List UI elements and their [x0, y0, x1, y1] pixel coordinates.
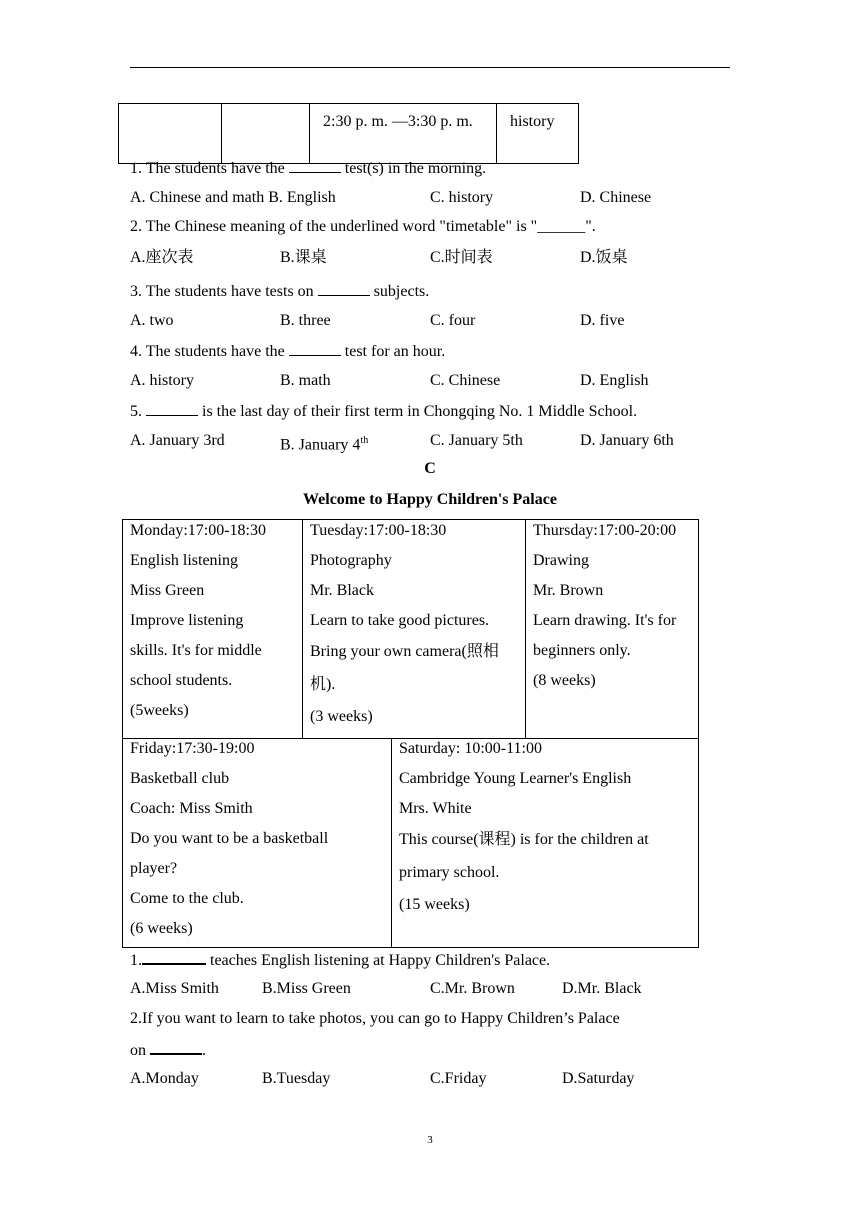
- option-b4-c: C. Chinese: [430, 372, 501, 389]
- option-c1-c: C.Mr. Brown: [430, 980, 515, 997]
- class-schedule-grid: [122, 519, 699, 948]
- table-row: [119, 104, 579, 164]
- option-b4-d: D. English: [580, 372, 649, 389]
- question-c2-line2: on .: [130, 1039, 206, 1061]
- option-c1-b: B.Miss Green: [262, 980, 351, 997]
- table-cell-subject: history: [497, 104, 579, 164]
- option-b1-a: A. Chinese and math B. English: [130, 189, 336, 206]
- question-b5: 5. is the last day of their first term in Chongqing No. 1 Middle School.: [130, 403, 638, 420]
- option-b3-a: A. two: [130, 312, 174, 329]
- table-cell-empty: [119, 104, 222, 164]
- option-b5-d: D. January 6th: [580, 432, 674, 449]
- option-b2-d: D.饭桌: [580, 249, 628, 266]
- option-c2-b: B.Tuesday: [262, 1070, 331, 1087]
- option-b2-a: A.座次表: [130, 249, 194, 266]
- option-b5-b: B. January 4th: [280, 435, 369, 454]
- option-b4-a: A. history: [130, 372, 194, 389]
- question-c2-line1: 2.If you want to learn to take photos, you can go to Happy Children’s Palace: [130, 1010, 620, 1027]
- header-rule: [130, 67, 730, 68]
- option-b3-d: D. five: [580, 312, 625, 329]
- class-cell-monday: Monday:17:00-18:30 English listening Miss Green Improve listening skills. It's for middle school students. (5weeks): [130, 522, 266, 719]
- question-b3: 3. The students have tests on subjects.: [130, 283, 430, 300]
- option-c1-d: D.Mr. Black: [562, 980, 642, 997]
- option-b5-c: C. January 5th: [430, 432, 523, 449]
- question-c1: 1. teaches English listening at Happy Children's Palace.: [130, 949, 550, 971]
- question-b1: 1. The students have the test(s) in the morning.: [130, 160, 487, 177]
- table-cell-time: 2:30 p. m. —3:30 p. m.: [310, 104, 497, 164]
- page-number: 3: [427, 1134, 433, 1146]
- section-title: Welcome to Happy Children's Palace: [303, 491, 557, 508]
- ordinal-suffix: th: [360, 435, 369, 446]
- option-c1-a: A.Miss Smith: [130, 980, 219, 997]
- question-b4: 4. The students have the test for an hour.: [130, 343, 446, 360]
- option-b3-b: B. three: [280, 312, 331, 329]
- option-c2-d: D.Saturday: [562, 1070, 635, 1087]
- question-b2: 2. The Chinese meaning of the underlined word "timetable" is "______".: [130, 218, 596, 235]
- option-c2-a: A.Monday: [130, 1070, 199, 1087]
- class-cell-thursday: Thursday:17:00-20:00 Drawing Mr. Brown Learn drawing. It's for beginners only. (8 weeks): [533, 522, 677, 689]
- option-b1-d: D. Chinese: [580, 189, 652, 206]
- option-b2-b: B.课桌: [280, 249, 327, 266]
- option-c2-c: C.Friday: [430, 1070, 487, 1087]
- class-cell-saturday: Saturday: 10:00-11:00 Cambridge Young Learner's English Mrs. White This course(课程) is for the children at primary school. (15 weeks): [399, 740, 649, 913]
- option-b5-a: A. January 3rd: [130, 432, 225, 449]
- section-letter: C: [424, 460, 436, 477]
- option-b1-c: C. history: [430, 189, 494, 206]
- option-b2-c: C.时间表: [430, 249, 493, 266]
- class-cell-tuesday: Tuesday:17:00-18:30 Photography Mr. Black Learn to take good pictures. Bring your own camera(照相 机). (3 weeks): [310, 522, 499, 725]
- option-b3-c: C. four: [430, 312, 476, 329]
- schedule-table-fragment: [118, 103, 579, 164]
- table-cell-empty: [222, 104, 310, 164]
- class-cell-friday: Friday:17:30-19:00 Basketball club Coach: Miss Smith Do you want to be a basketball player? Come to the club. (6 weeks): [130, 740, 329, 937]
- option-b4-b: B. math: [280, 372, 331, 389]
